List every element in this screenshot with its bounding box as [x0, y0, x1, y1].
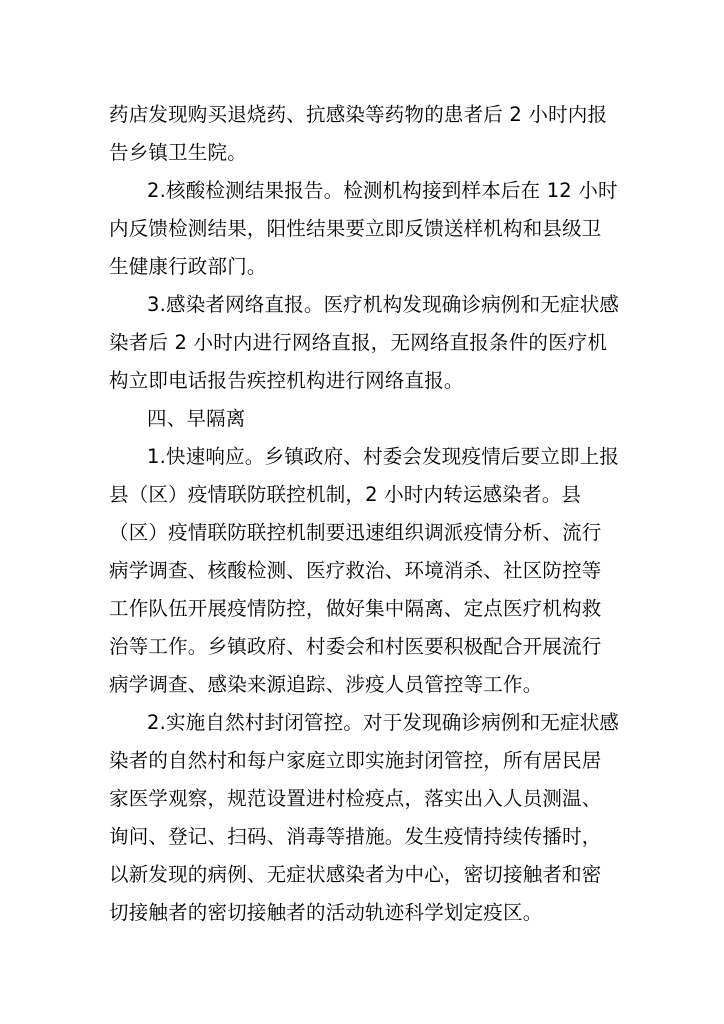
text-line: 染者后 2 小时内进行网络直报，无网络直报条件的医疗机: [109, 331, 608, 354]
text-line: 询问、登记、扫码、消毒等措施。发生疫情持续传播时，: [109, 825, 602, 848]
text-line: 2.核酸检测结果报告。检测机构接到样本后在 12 小时: [147, 179, 618, 202]
text-line: 家医学观察，规范设置进村检疫点，落实出入人员测温、: [109, 787, 602, 810]
text-line: 县（区）疫情联防联控机制，2 小时内转运感染者。县: [109, 483, 582, 506]
text-line: 3.感染者网络直报。医疗机构发现确诊病例和无症状感: [147, 293, 620, 316]
text-line: 1.快速响应。乡镇政府、村委会发现疫情后要立即上报: [147, 445, 620, 468]
text-line: 生健康行政部门。: [109, 255, 267, 278]
text-line: 告乡镇卫生院。: [109, 141, 247, 164]
text-line: 病学调查、核酸检测、医疗救治、环境消杀、社区防控等: [109, 559, 602, 582]
section-heading: 四、早隔离: [147, 407, 246, 430]
text-line: 治等工作。乡镇政府、村委会和村医要积极配合开展流行: [109, 635, 602, 658]
text-line: 工作队伍开展疫情防控，做好集中隔离、定点医疗机构救: [109, 597, 602, 620]
text-line: 切接触者的密切接触者的活动轨迹科学划定疫区。: [109, 901, 543, 924]
text-line: 药店发现购买退烧药、抗感染等药物的患者后 2 小时内报: [109, 103, 608, 126]
text-line: 内反馈检测结果，阳性结果要立即反馈送样机构和县级卫: [109, 217, 602, 240]
text-line: 染者的自然村和每户家庭立即实施封闭管控，所有居民居: [109, 749, 602, 772]
text-line: （区）疫情联防联控机制要迅速组织调派疫情分析、流行: [109, 521, 602, 544]
text-line: 构立即电话报告疾控机构进行网络直报。: [109, 369, 464, 392]
text-line: 2.实施自然村封闭管控。对于发现确诊病例和无症状感: [147, 711, 620, 734]
text-line: 病学调查、感染来源追踪、涉疫人员管控等工作。: [109, 673, 543, 696]
text-line: 以新发现的病例、无症状感染者为中心，密切接触者和密: [109, 863, 602, 886]
